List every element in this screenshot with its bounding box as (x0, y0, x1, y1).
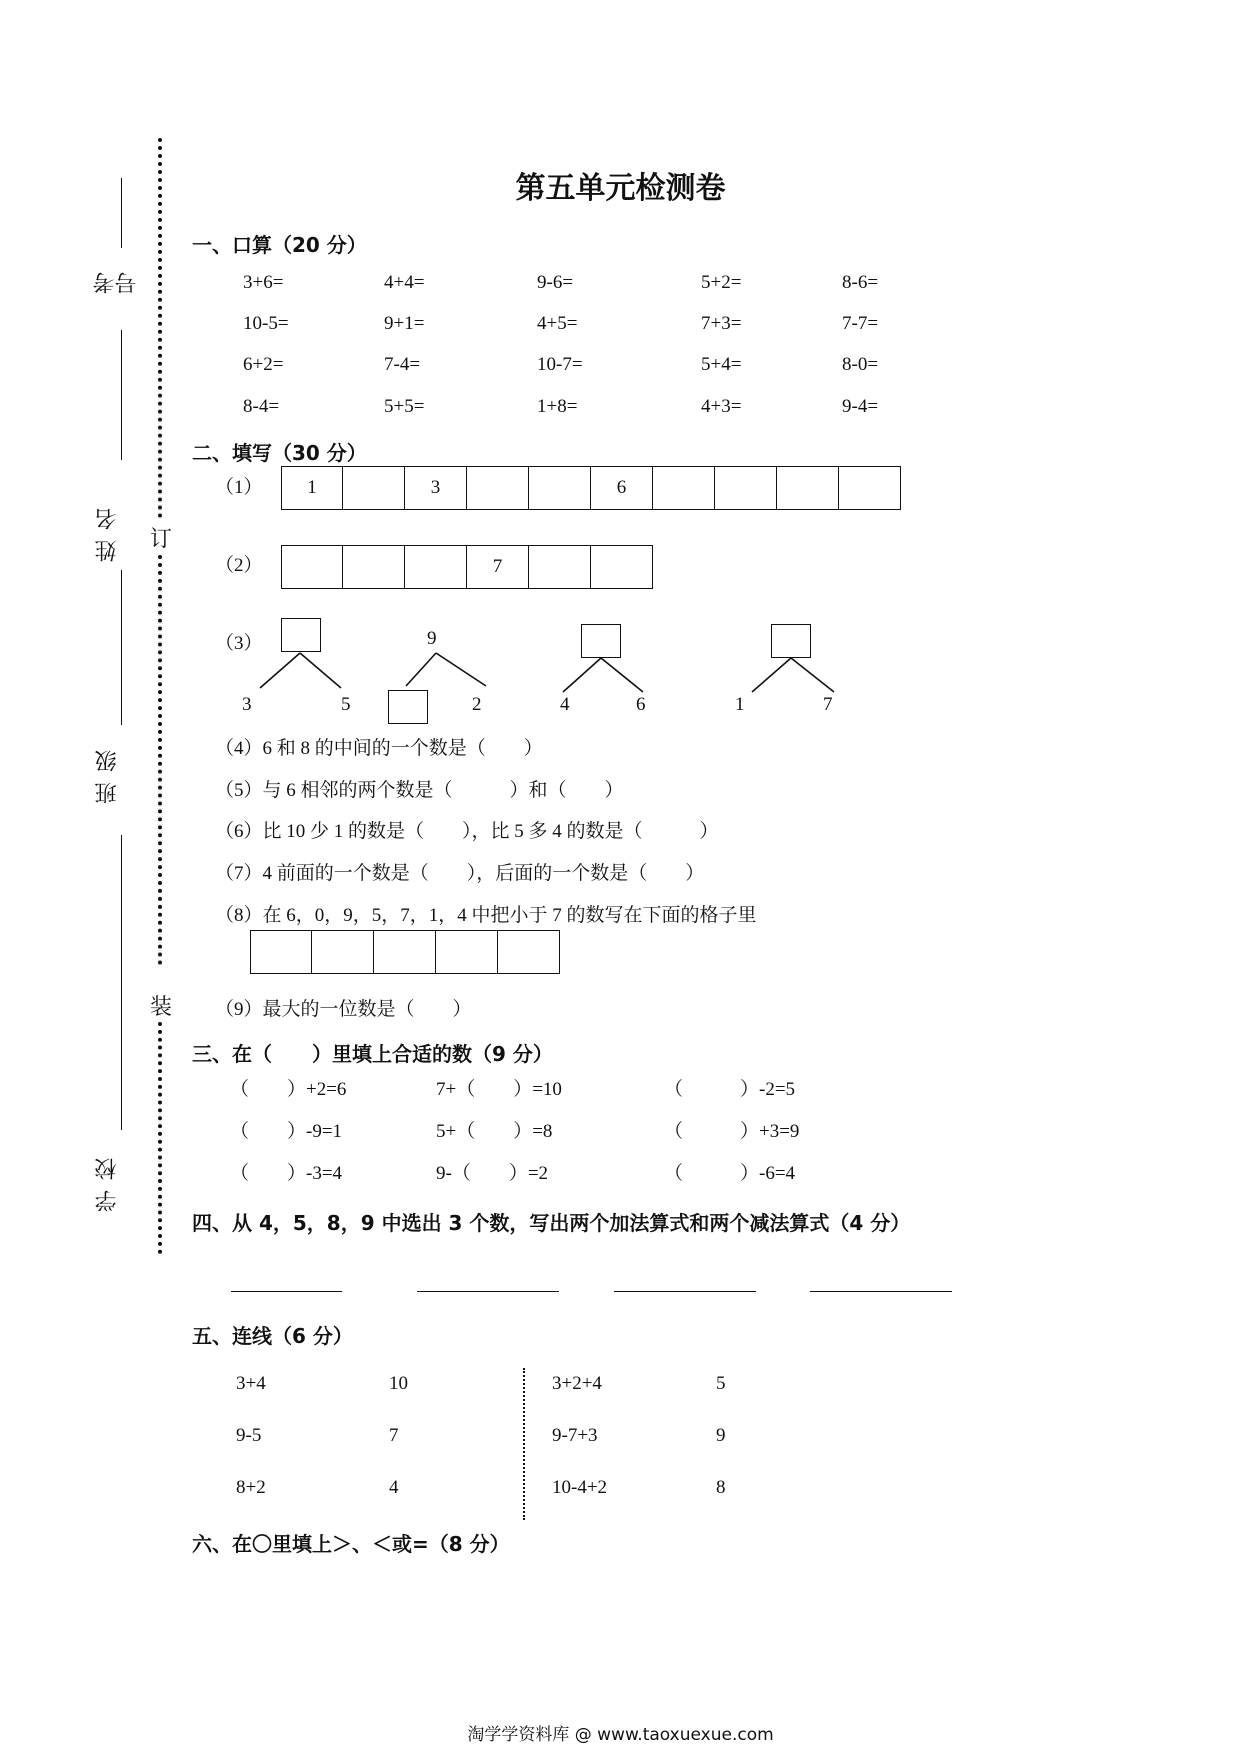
q6-text: （6）比 10 少 1 的数是（ ），比 5 多 4 的数是（ ） (215, 821, 719, 842)
q3-tree4-left: 1 (735, 694, 745, 715)
q9-text: （9）最大的一位数是（ ） (215, 999, 472, 1020)
answer-line-2 (417, 1291, 559, 1292)
q3-tree1-left: 3 (242, 694, 252, 715)
mental-math-problem: 9-6= (537, 272, 574, 293)
section-2-heading: 二、填写（30 分） (192, 441, 367, 465)
page-title: 第五单元检测卷 (515, 171, 726, 206)
matching-right-expression: 10-4+2 (552, 1477, 608, 1498)
q3-tree3-left: 4 (560, 694, 570, 715)
answer-line-4 (810, 1291, 952, 1292)
binding-dotted-line-bottom (158, 1022, 162, 1254)
section-6-heading: 六、在〇里填上＞、＜或=（8 分） (192, 1532, 510, 1556)
mental-math-problem: 8-4= (243, 396, 280, 417)
section-5-heading: 五、连线（6 分） (192, 1324, 353, 1348)
fill-blank-equation: 7+（ ）=10 (436, 1079, 562, 1100)
mental-math-problem: 10-5= (243, 313, 289, 334)
number-box: 6 (591, 466, 653, 510)
vertical-label-text: 考号 (93, 262, 140, 294)
matching-right-number: 5 (716, 1373, 726, 1394)
q8-text: （8）在 6，0，9，5，7，1，4 中把小于 7 的数写在下面的格子里 (215, 905, 757, 926)
matching-right-expression: 9-7+3 (552, 1425, 598, 1446)
vertical-label-text: 姓名 (95, 498, 120, 562)
mental-math-problem: 5+4= (701, 354, 742, 375)
number-box (312, 930, 374, 974)
section-1-heading: 一、口算（20 分） (192, 233, 367, 257)
matching-left-expression: 8+2 (236, 1477, 266, 1498)
q5-text: （5）与 6 相邻的两个数是（ ）和（ ） (215, 780, 624, 801)
mental-math-problem: 9-4= (842, 396, 879, 417)
matching-right-expression: 3+2+4 (552, 1373, 602, 1394)
q3-label: （3） (215, 633, 263, 654)
number-box: 7 (467, 545, 529, 589)
mental-math-problem: 9+1= (384, 313, 425, 334)
binding-label-zhuang: 装 (150, 995, 173, 1020)
mental-math-problem: 6+2= (243, 354, 284, 375)
mental-math-problem: 7-7= (842, 313, 879, 334)
q8-answer-boxes (250, 930, 560, 974)
fill-blank-equation: 9-（ ）=2 (436, 1163, 549, 1184)
fill-blank-equation: （ ）-9=1 (230, 1121, 343, 1142)
matching-right-number: 8 (716, 1477, 726, 1498)
mental-math-problem: 8-0= (842, 354, 879, 375)
mental-math-problem: 4+3= (701, 396, 742, 417)
section-3-heading: 三、在（ ）里填上合适的数（9 分） (192, 1042, 553, 1066)
vertical-label-text: 学校 (95, 1148, 120, 1212)
binding-label-ding: 订 (150, 527, 173, 552)
q3-tree1-top-box (281, 618, 321, 652)
mental-math-problem: 4+4= (384, 272, 425, 293)
q3-tree1-right: 5 (341, 694, 351, 715)
section-4-heading: 四、从 4，5，8，9 中选出 3 个数，写出两个加法算式和两个减法算式（4 分） (192, 1211, 911, 1235)
q1-label: （1） (215, 477, 263, 498)
school-label (95, 1148, 121, 1217)
q3-tree4-right: 7 (823, 694, 833, 715)
footer-source: 淘学学资料库 @ www.taoxuexue.com (467, 1725, 774, 1745)
number-box (436, 930, 498, 974)
q3-tree2-right: 2 (472, 694, 482, 715)
mental-math-problem: 10-7= (537, 354, 583, 375)
mental-math-problem: 5+2= (701, 272, 742, 293)
answer-line-1 (231, 1291, 342, 1292)
q4-text: （4）6 和 8 的中间的一个数是（ ） (215, 738, 543, 759)
matching-divider (523, 1368, 525, 1520)
number-box: 3 (405, 466, 467, 510)
fill-blank-equation: （ ）-3=4 (230, 1163, 343, 1184)
fill-blank-equation: 5+（ ）=8 (436, 1121, 553, 1142)
number-box (498, 930, 560, 974)
matching-left-number: 7 (389, 1425, 399, 1446)
mental-math-problem: 5+5= (384, 396, 425, 417)
answer-line-3 (614, 1291, 756, 1292)
mental-math-problem: 1+8= (537, 396, 578, 417)
matching-left-expression: 3+4 (236, 1373, 266, 1394)
q3-tree4-top-box (771, 624, 811, 658)
matching-left-number: 10 (389, 1373, 408, 1394)
class-line (121, 835, 122, 1130)
mental-math-problem: 7+3= (701, 313, 742, 334)
mental-math-problem: 4+5= (537, 313, 578, 334)
number-box: 1 (281, 466, 343, 510)
mental-math-problem: 3+6= (243, 272, 284, 293)
mental-math-problem: 8-6= (842, 272, 879, 293)
matching-right-number: 9 (716, 1425, 726, 1446)
mental-math-problem: 7-4= (384, 354, 421, 375)
matching-left-expression: 9-5 (236, 1425, 262, 1446)
vertical-label-text: 班级 (95, 740, 120, 804)
q7-text: （7）4 前面的一个数是（ ），后面的一个数是（ ） (215, 863, 705, 884)
q3-tree3-right: 6 (636, 694, 646, 715)
matching-left-number: 4 (389, 1477, 399, 1498)
number-box (250, 930, 312, 974)
fill-blank-equation: （ ）+3=9 (664, 1121, 800, 1142)
q3-tree2-left-box (388, 690, 428, 724)
number-box (374, 930, 436, 974)
fill-blank-equation: （ ）-2=5 (664, 1079, 796, 1100)
q3-tree3-top-box (581, 624, 621, 658)
fill-blank-equation: （ ）-6=4 (664, 1163, 796, 1184)
q2-label: （2） (215, 555, 263, 576)
fill-blank-equation: （ ）+2=6 (230, 1079, 347, 1100)
q3-tree2-top: 9 (427, 628, 437, 649)
